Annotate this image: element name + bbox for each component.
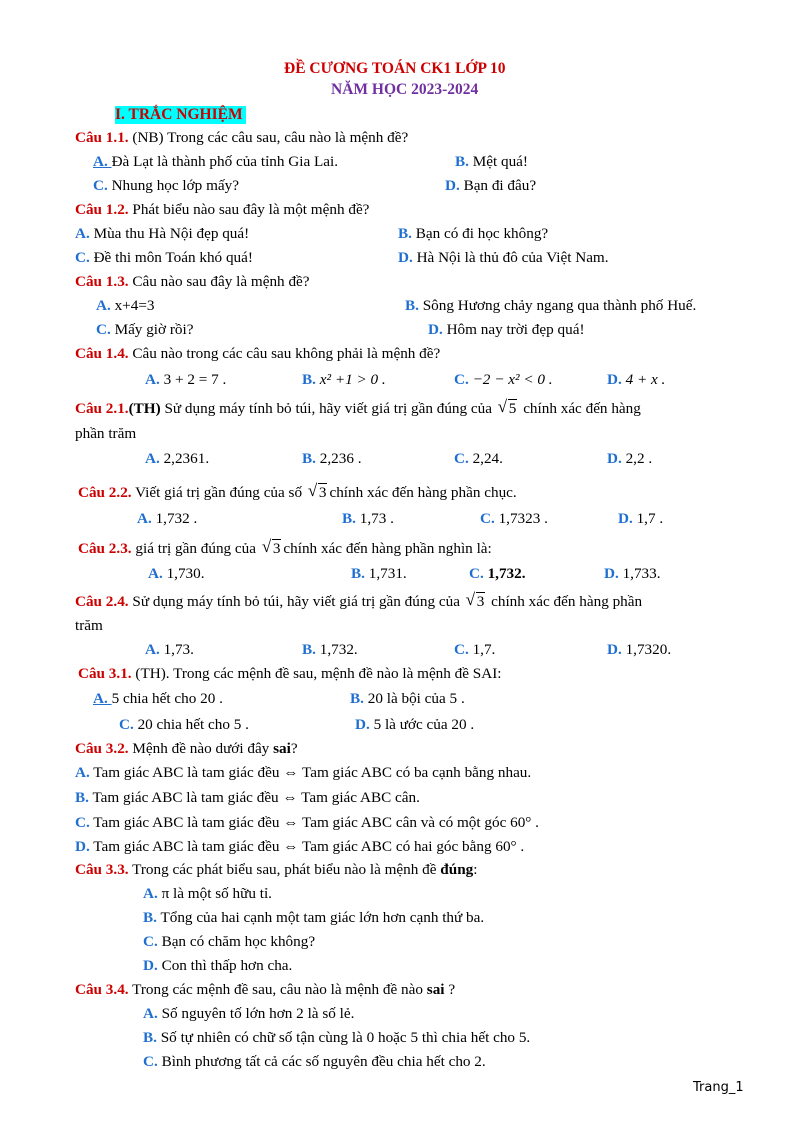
radicand: 3: [272, 540, 281, 557]
question-3-3: [75, 861, 477, 879]
option-a[interactable]: [75, 764, 531, 782]
option-label: B.: [342, 510, 356, 527]
option-text: 3 + 2 = 7 .: [163, 371, 227, 388]
option-label: A.: [96, 297, 111, 314]
option-label: D.: [355, 716, 370, 733]
option-c[interactable]: [143, 933, 315, 951]
question-text: Câu nào trong các câu sau không phải là mệnh đề?: [128, 345, 441, 362]
option-text: 1,731.: [364, 565, 407, 582]
sqrt-symbol: [262, 540, 282, 558]
option-text: 1,733.: [618, 565, 661, 582]
option-label: D.: [607, 641, 622, 658]
option-c[interactable]: [454, 371, 553, 389]
option-text: Tam giác ABC là tam giác đều ⇔ Tam giác ABC có ba cạnh bằng nhau.: [89, 764, 532, 781]
question-2-1: [75, 400, 745, 418]
question-label: Câu 1.3.: [75, 273, 129, 290]
option-a[interactable]: [137, 510, 197, 528]
option-text: Hôm nay trời đẹp quá!: [442, 321, 585, 338]
option-label: B.: [143, 909, 157, 926]
option-label: B.: [351, 565, 365, 582]
question-text: Phát biểu nào sau đây là một mệnh đề?: [128, 201, 370, 218]
option-d[interactable]: [355, 716, 474, 734]
radicand: 5: [508, 400, 517, 417]
option-text: Bình phương tất cả các số nguyên đều chia hết cho 2.: [157, 1053, 486, 1070]
option-b[interactable]: [143, 1029, 530, 1047]
option-label: D.: [607, 450, 622, 467]
option-text: 2,2 .: [621, 450, 653, 467]
option-text: Bạn đi đâu?: [459, 177, 537, 194]
option-text: 2,2361.: [159, 450, 210, 467]
option-text: 1,73.: [159, 641, 194, 658]
option-b[interactable]: [350, 690, 465, 708]
option-label: C.: [469, 565, 484, 582]
question-text: (TH). Trong các mệnh đề sau, mệnh đề nào là mệnh đề SAI:: [131, 665, 502, 682]
option-b[interactable]: [351, 565, 407, 583]
option-text: Số nguyên tố lớn hơn 2 là số lẻ.: [157, 1005, 355, 1022]
option-b[interactable]: [398, 225, 548, 243]
option-text: Bạn có chăm học không?: [157, 933, 316, 950]
option-b[interactable]: [455, 153, 528, 171]
option-c[interactable]: [75, 814, 539, 832]
option-c[interactable]: [480, 510, 548, 528]
option-b[interactable]: [302, 371, 386, 389]
option-label: D.: [75, 838, 90, 855]
radicand: 3: [476, 593, 485, 610]
question-label: Câu 1.1.: [75, 129, 129, 146]
option-text: 4 + x .: [625, 371, 666, 388]
option-text: Đề thi môn Toán khó quá!: [89, 249, 253, 266]
option-text: 5 chia hết cho 20 .: [111, 690, 223, 707]
option-c[interactable]: [96, 321, 193, 339]
option-label: C.: [454, 450, 469, 467]
question-label: Câu 2.1.: [75, 400, 129, 417]
option-text: Sông Hương chảy ngang qua thành phố Huế.: [418, 297, 697, 314]
question-1-4: [75, 345, 440, 363]
question-2-2: [78, 484, 517, 502]
option-a[interactable]: [145, 371, 226, 389]
question-text: chính xác đến hàng phần: [487, 593, 643, 610]
option-label: B.: [302, 641, 316, 658]
option-text: 1,732 .: [151, 510, 198, 527]
option-label: B.: [302, 450, 316, 467]
option-text: Tam giác ABC là tam giác đều ⇔ Tam giác ABC cân.: [88, 789, 420, 806]
option-text: 20 là bội của 5 .: [363, 690, 465, 707]
option-d[interactable]: [75, 838, 524, 856]
option-b[interactable]: [342, 510, 394, 528]
option-b[interactable]: [405, 297, 696, 315]
question-label: Câu 2.4.: [75, 593, 129, 610]
option-label: C.: [143, 933, 158, 950]
option-text: Tam giác ABC là tam giác đều ⇔ Tam giác ABC có hai góc bằng 60° .: [89, 838, 525, 855]
question-1-3: [75, 273, 310, 291]
option-label: A.: [75, 764, 90, 781]
option-d[interactable]: [607, 450, 652, 468]
option-d[interactable]: [607, 641, 671, 659]
option-text: x+4=3: [110, 297, 155, 314]
option-a[interactable]: [143, 885, 272, 903]
option-text: 1,730.: [162, 565, 205, 582]
option-d[interactable]: [445, 177, 536, 195]
option-label: D.: [428, 321, 443, 338]
option-text: 1,732.: [483, 565, 526, 582]
option-d[interactable]: [398, 249, 609, 267]
option-a[interactable]: [143, 1005, 354, 1023]
option-label: C.: [93, 177, 108, 194]
option-a[interactable]: [145, 450, 209, 468]
option-d[interactable]: [428, 321, 585, 339]
option-text: 20 chia hết cho 5 .: [133, 716, 249, 733]
option-c[interactable]: [119, 716, 249, 734]
option-a[interactable]: [93, 153, 338, 171]
option-text: x² +1 > 0 .: [319, 371, 386, 388]
option-label: A.: [148, 565, 163, 582]
option-label: A.: [145, 450, 160, 467]
option-b[interactable]: [143, 909, 484, 927]
option-label: A.: [145, 641, 160, 658]
option-text: Bạn có đi học không?: [411, 225, 549, 242]
option-label: D.: [445, 177, 460, 194]
question-end: ?: [290, 740, 298, 757]
option-text: π là một số hữu tỉ.: [157, 885, 272, 902]
keyword: sai: [273, 740, 291, 757]
option-text: −2 − x² < 0 .: [472, 371, 553, 388]
option-text: Mệt quá!: [468, 153, 528, 170]
sqrt-symbol: [466, 593, 486, 611]
section-heading: I. TRẮC NGHIỆM: [115, 106, 246, 124]
option-label: B.: [398, 225, 412, 242]
option-label: C.: [119, 716, 134, 733]
option-text: Hà Nội là thủ đô của Việt Nam.: [412, 249, 609, 266]
option-label: D.: [143, 957, 158, 974]
question-text: Sử dụng máy tính bỏ túi, hãy viết giá trị gần đúng của: [128, 593, 464, 610]
keyword: sai: [426, 981, 445, 998]
option-text: Nhung học lớp mấy?: [107, 177, 239, 194]
option-a[interactable]: [75, 225, 249, 243]
option-b[interactable]: [302, 450, 362, 468]
option-text: Mấy giờ rồi?: [110, 321, 194, 338]
question-2-4: [75, 593, 745, 611]
question-text: Sử dụng máy tính bỏ túi, hãy viết giá trị gần đúng của: [160, 400, 496, 417]
option-label: D.: [607, 371, 622, 388]
document-title: ĐỀ CƯƠNG TOÁN CK1 LỚP 10: [284, 60, 506, 77]
option-label: B.: [302, 371, 316, 388]
option-label: B.: [455, 153, 469, 170]
option-label: B.: [75, 789, 89, 806]
question-text: Trong các mệnh đề sau, câu nào là mệnh đề nào: [128, 981, 427, 998]
radicand: 3: [318, 484, 327, 501]
option-b[interactable]: [75, 789, 420, 807]
question-text: Mệnh đề nào dưới đây: [128, 740, 274, 757]
question-1-1: [75, 129, 408, 147]
option-d[interactable]: [143, 957, 292, 975]
option-label: C.: [75, 249, 90, 266]
question-text: chính xác đến hàng phần chục.: [329, 484, 517, 501]
option-text: Tổng của hai cạnh một tam giác lớn hơn cạnh thứ ba.: [156, 909, 485, 926]
option-label: A.: [75, 225, 90, 242]
question-2-3: [78, 540, 492, 558]
option-c[interactable]: [75, 249, 253, 267]
option-b[interactable]: [302, 641, 358, 659]
option-label: C.: [480, 510, 495, 527]
question-3-1: [78, 665, 502, 683]
option-c[interactable]: [469, 565, 526, 583]
option-label: A.: [143, 1005, 158, 1022]
question-text-cont: phần trăm: [75, 425, 137, 442]
option-text: 1,7323 .: [494, 510, 548, 527]
keyword: đúng: [440, 861, 474, 878]
option-text: 1,7 .: [632, 510, 664, 527]
option-label: C.: [454, 371, 469, 388]
option-c[interactable]: [93, 177, 239, 195]
option-text: Tam giác ABC là tam giác đều ⇔ Tam giác ABC cân và có một góc 60° .: [89, 814, 539, 831]
option-label: D.: [604, 565, 619, 582]
option-text: 1,73 .: [355, 510, 394, 527]
sqrt-symbol: [308, 484, 328, 502]
option-text: 1,7.: [468, 641, 496, 658]
option-label: A.: [137, 510, 152, 527]
question-label: Câu 1.4.: [75, 345, 129, 362]
option-label: B.: [143, 1029, 157, 1046]
option-text: 2,236 .: [315, 450, 362, 467]
option-text: Đà Lạt là thành phố của tỉnh Gia Lai.: [111, 153, 339, 170]
option-c[interactable]: [143, 1053, 486, 1071]
option-d[interactable]: [607, 371, 665, 389]
option-text: 5 là ước của 20 .: [369, 716, 475, 733]
option-d[interactable]: [604, 565, 661, 583]
option-d[interactable]: [618, 510, 663, 528]
question-text-cont: trăm: [75, 617, 103, 634]
option-label: B.: [405, 297, 419, 314]
question-label: Câu 3.4.: [75, 981, 129, 998]
option-label: B.: [350, 690, 364, 707]
option-label: A.: [145, 371, 160, 388]
option-text: 1,7320.: [621, 641, 672, 658]
question-text: Viết giá trị gần đúng của số: [131, 484, 306, 501]
option-label: A.: [143, 885, 158, 902]
question-end: ?: [444, 981, 456, 998]
school-year: NĂM HỌC 2023-2024: [331, 81, 479, 98]
option-text: Số tự nhiên có chữ số tận cùng là 0 hoặc 5 thì chia hết cho 5.: [156, 1029, 531, 1046]
option-label: A.: [93, 153, 112, 170]
question-label: Câu 2.3.: [78, 540, 132, 557]
option-label: C.: [75, 814, 90, 831]
question-end: :: [473, 861, 478, 878]
option-text: 1,732.: [315, 641, 358, 658]
question-label: Câu 3.1.: [78, 665, 132, 682]
option-text: Mùa thu Hà Nội đẹp quá!: [89, 225, 250, 242]
option-a[interactable]: [93, 690, 223, 708]
question-text: chính xác đến hàng: [519, 400, 641, 417]
option-c[interactable]: [454, 641, 495, 659]
question-label: Câu 3.3.: [75, 861, 129, 878]
option-a[interactable]: [96, 297, 154, 315]
option-c[interactable]: [454, 450, 503, 468]
question-text: Trong các phát biểu sau, phát biểu nào là mệnh đề: [128, 861, 441, 878]
option-text: 2,24.: [468, 450, 503, 467]
question-label: Câu 3.2.: [75, 740, 129, 757]
question-1-2: [75, 201, 369, 219]
question-3-2: [75, 740, 298, 758]
question-label: Câu 1.2.: [75, 201, 129, 218]
page-number: Trang_1: [693, 1080, 744, 1095]
option-a[interactable]: [145, 641, 194, 659]
option-label: C.: [143, 1053, 158, 1070]
question-text: giá trị gần đúng của: [131, 540, 260, 557]
difficulty-tag: (TH): [128, 400, 161, 417]
question-text: chính xác đến hàng phần nghìn là:: [283, 540, 492, 557]
option-a[interactable]: [148, 565, 205, 583]
sqrt-symbol: [498, 400, 518, 418]
option-label: D.: [398, 249, 413, 266]
question-text: (NB) Trong các câu sau, câu nào là mệnh đề?: [128, 129, 409, 146]
option-label: C.: [454, 641, 469, 658]
option-label: C.: [96, 321, 111, 338]
option-label: D.: [618, 510, 633, 527]
question-text: Câu nào sau đây là mệnh đề?: [128, 273, 310, 290]
option-text: Con thì thấp hơn cha.: [157, 957, 293, 974]
question-3-4: [75, 981, 455, 999]
question-label: Câu 2.2.: [78, 484, 132, 501]
option-label: A.: [93, 690, 112, 707]
